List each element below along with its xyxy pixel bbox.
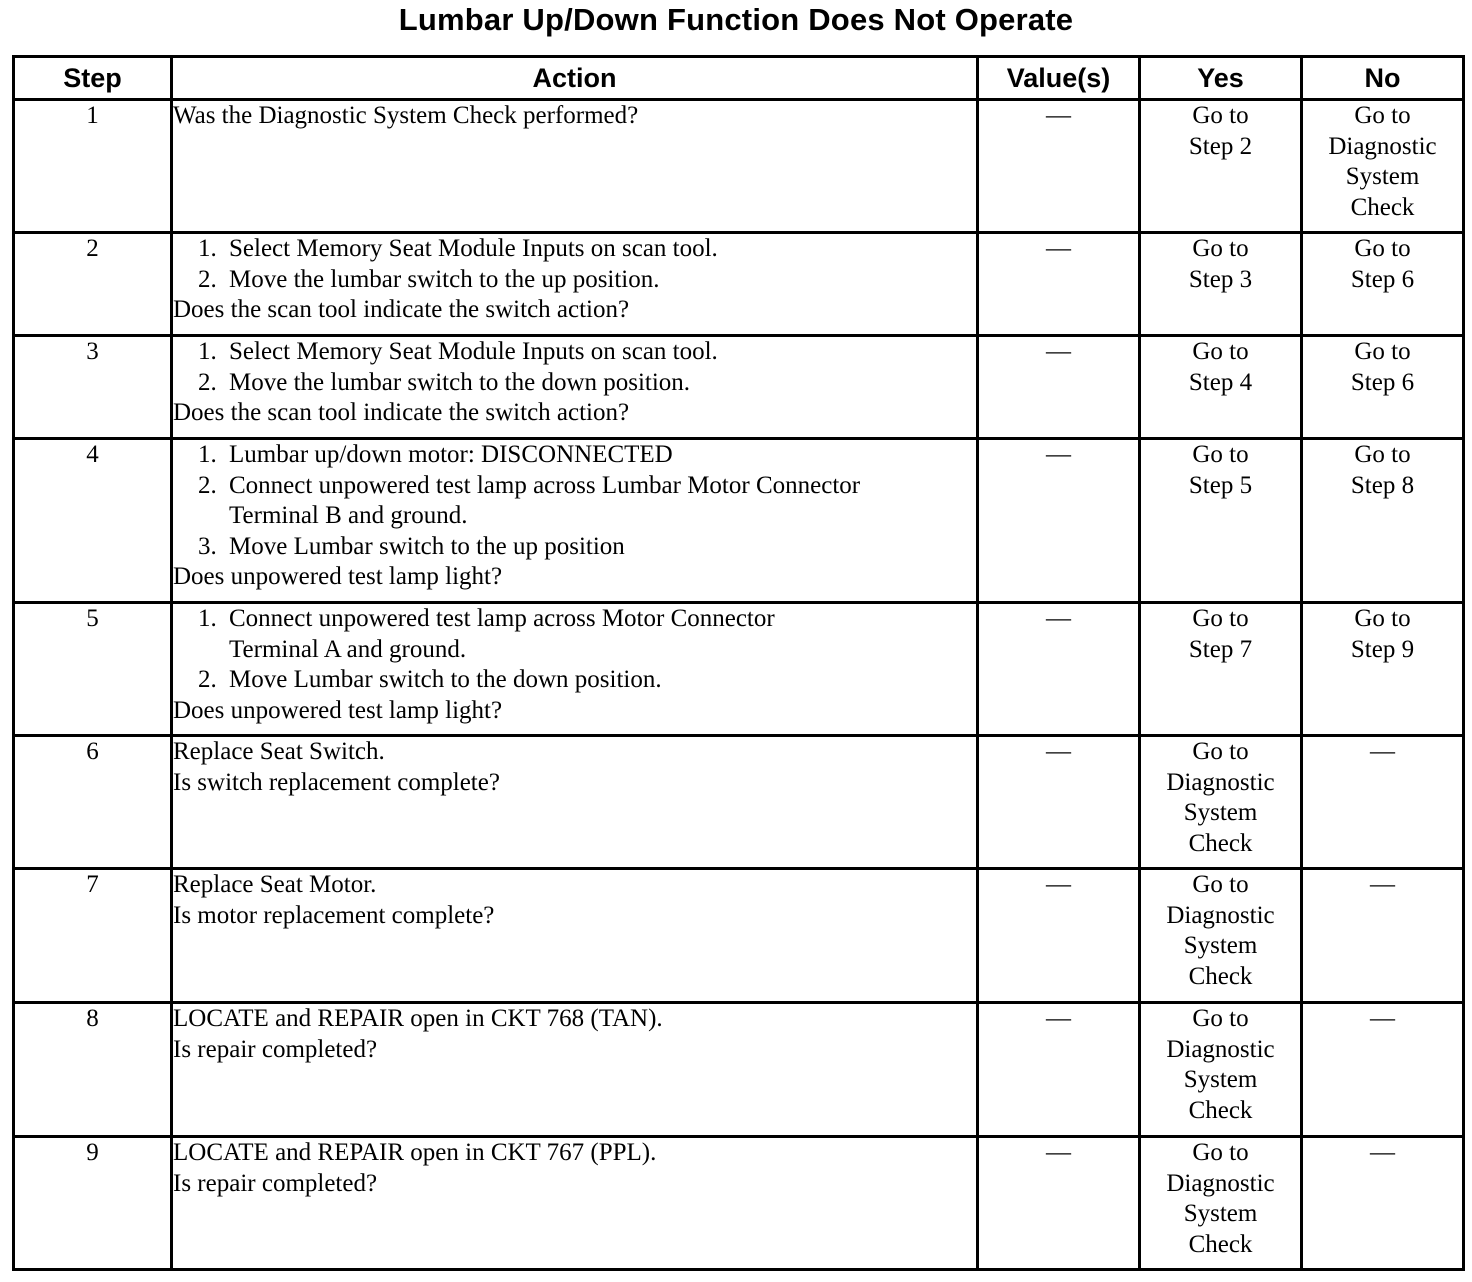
no-destination-line: Go to: [1354, 235, 1411, 262]
value-cell: —: [978, 603, 1140, 736]
yes-destination-line: Check: [1188, 829, 1253, 857]
action-step-item: [173, 604, 976, 665]
value-cell: —: [978, 233, 1140, 336]
table-body: [14, 100, 1464, 1270]
action-step-number: 1.: [198, 605, 217, 632]
action-line: Is repair completed?: [173, 1169, 378, 1197]
action-step-item: [173, 532, 976, 563]
yes-destination-line: Check: [1188, 1096, 1253, 1124]
no-destination-line: Step 8: [1350, 471, 1415, 499]
action-step-item: [173, 368, 976, 399]
no-destination-line: Go to: [1354, 338, 1411, 365]
action-step-item: [173, 440, 976, 471]
action-line: Replace Seat Switch.: [173, 738, 385, 765]
action-cell: [172, 736, 978, 869]
header-yes: Yes: [1140, 57, 1302, 100]
value-cell: —: [978, 869, 1140, 1003]
no-destination-line: —: [1370, 738, 1395, 765]
action-step-text: Select Memory Seat Module Inputs on scan tool.: [229, 338, 718, 365]
no-destination-line: System: [1345, 163, 1420, 191]
yes-destination-line: Diagnostic: [1166, 901, 1275, 929]
action-cell: [172, 100, 978, 233]
yes-destination-line: Go to: [1192, 1139, 1249, 1166]
yes-destination-line: Diagnostic: [1166, 768, 1275, 796]
yes-destination-line: Go to: [1192, 1005, 1249, 1032]
action-step-number: 1.: [198, 235, 217, 262]
action-step-item: [173, 665, 976, 696]
table-row: [14, 603, 1464, 736]
yes-cell: [1140, 439, 1302, 603]
action-question: Does unpowered test lamp light?: [173, 563, 503, 591]
header-step: Step: [14, 57, 172, 100]
page-title: Lumbar Up/Down Function Does Not Operate: [398, 2, 1074, 37]
action-step-continuation: Terminal A and ground.: [229, 635, 467, 663]
action-cell: [172, 603, 978, 736]
value-cell: —: [978, 736, 1140, 869]
yes-destination-line: System: [1183, 932, 1258, 960]
action-question: Does unpowered test lamp light?: [173, 696, 503, 724]
yes-destination-line: Go to: [1192, 102, 1249, 129]
action-line: Is repair completed?: [173, 1035, 378, 1063]
yes-cell: [1140, 1137, 1302, 1270]
yes-destination-line: Go to: [1192, 605, 1249, 632]
yes-destination-line: Go to: [1192, 871, 1249, 898]
yes-cell: [1140, 233, 1302, 336]
action-step-item: [173, 337, 976, 368]
yes-cell: [1140, 336, 1302, 439]
action-step-item: [173, 265, 976, 296]
yes-destination-line: Check: [1188, 962, 1253, 990]
no-destination-line: —: [1370, 871, 1395, 898]
yes-destination-line: System: [1183, 1066, 1258, 1094]
action-step-text: Connect unpowered test lamp across Motor Connector: [229, 605, 775, 632]
yes-destination-line: Check: [1188, 1230, 1253, 1258]
table-row: [14, 1137, 1464, 1270]
value-cell: —: [978, 439, 1140, 603]
step-number: 4: [14, 439, 172, 603]
no-destination-line: —: [1370, 1005, 1395, 1032]
yes-destination-line: Diagnostic: [1166, 1169, 1275, 1197]
action-step-text: Move the lumbar switch to the down position.: [229, 368, 691, 396]
yes-destination-line: Go to: [1192, 235, 1249, 262]
action-cell: [172, 233, 978, 336]
yes-destination-line: Go to: [1192, 738, 1249, 765]
table-row: [14, 1003, 1464, 1137]
no-cell: [1302, 439, 1464, 603]
table-header-row: [14, 57, 1464, 100]
no-destination-line: Step 9: [1350, 635, 1415, 663]
action-cell: [172, 869, 978, 1003]
action-line: LOCATE and REPAIR open in CKT 767 (PPL).: [173, 1139, 657, 1166]
action-step-number: 2.: [198, 471, 217, 499]
no-destination-line: Go to: [1354, 102, 1411, 129]
no-cell: [1302, 1003, 1464, 1137]
step-number: 6: [14, 736, 172, 869]
no-cell: [1302, 736, 1464, 869]
yes-destination-line: Step 5: [1188, 471, 1253, 499]
table-row: [14, 233, 1464, 336]
no-destination-line: Go to: [1354, 605, 1411, 632]
no-cell: [1302, 869, 1464, 1003]
no-cell: [1302, 603, 1464, 736]
no-destination-line: —: [1370, 1139, 1395, 1166]
yes-cell: [1140, 736, 1302, 869]
yes-destination-line: Step 4: [1188, 368, 1253, 396]
step-number: 7: [14, 869, 172, 1003]
step-number: 8: [14, 1003, 172, 1137]
action-step-number: 2.: [198, 265, 217, 293]
step-number: 1: [14, 100, 172, 233]
no-cell: [1302, 336, 1464, 439]
action-step-text: Select Memory Seat Module Inputs on scan tool.: [229, 235, 718, 262]
action-cell: [172, 1137, 978, 1270]
yes-destination-line: System: [1183, 1200, 1258, 1228]
yes-cell: [1140, 603, 1302, 736]
action-step-text: Lumbar up/down motor: DISCONNECTED: [229, 441, 673, 468]
yes-destination-line: Diagnostic: [1166, 1035, 1275, 1063]
header-no: No: [1302, 57, 1464, 100]
action-line: Is switch replacement complete?: [173, 768, 500, 796]
action-step-item: [173, 471, 976, 532]
table-row: [14, 336, 1464, 439]
yes-cell: [1140, 100, 1302, 233]
table-row: [14, 736, 1464, 869]
no-destination-line: Go to: [1354, 441, 1411, 468]
yes-destination-line: Step 7: [1188, 635, 1253, 663]
no-cell: [1302, 100, 1464, 233]
action-step-number: 2.: [198, 368, 217, 396]
step-number: 9: [14, 1137, 172, 1270]
action-question: Does the scan tool indicate the switch action?: [173, 399, 630, 427]
action-line: Is motor replacement complete?: [173, 901, 495, 929]
no-destination-line: Step 6: [1350, 368, 1415, 396]
table-row: [14, 439, 1464, 603]
yes-cell: [1140, 869, 1302, 1003]
table-row: [14, 869, 1464, 1003]
no-cell: [1302, 233, 1464, 336]
step-number: 5: [14, 603, 172, 736]
diagnostic-table: [12, 55, 1465, 1271]
action-step-number: 1.: [198, 338, 217, 365]
action-step-item: [173, 234, 976, 265]
action-cell: [172, 1003, 978, 1137]
no-cell: [1302, 1137, 1464, 1270]
no-destination-line: Check: [1350, 193, 1415, 221]
action-cell: [172, 439, 978, 603]
action-step-text: Move Lumbar switch to the up position: [229, 532, 625, 560]
action-step-number: 1.: [198, 441, 217, 468]
yes-destination-line: Step 3: [1188, 265, 1253, 293]
action-cell: [172, 336, 978, 439]
value-cell: —: [978, 1137, 1140, 1270]
action-step-number: 3.: [198, 532, 217, 560]
table-row: [14, 100, 1464, 233]
yes-destination-line: Go to: [1192, 441, 1249, 468]
action-step-number: 2.: [198, 666, 217, 694]
value-cell: —: [978, 1003, 1140, 1137]
action-line: Replace Seat Motor.: [173, 871, 377, 898]
action-step-continuation: Terminal B and ground.: [229, 502, 468, 530]
action-step-text: Move the lumbar switch to the up position.: [229, 265, 660, 293]
yes-destination-line: Go to: [1192, 338, 1249, 365]
header-values: Value(s): [978, 57, 1140, 100]
value-cell: —: [978, 336, 1140, 439]
yes-cell: [1140, 1003, 1302, 1137]
step-number: 2: [14, 233, 172, 336]
header-action: Action: [172, 57, 978, 100]
no-destination-line: Step 6: [1350, 265, 1415, 293]
action-line: Was the Diagnostic System Check performed?: [173, 102, 639, 129]
yes-destination-line: Step 2: [1188, 132, 1253, 160]
action-question: Does the scan tool indicate the switch action?: [173, 296, 630, 324]
value-cell: —: [978, 100, 1140, 233]
action-step-text: Connect unpowered test lamp across Lumbar Motor Connector: [229, 471, 861, 499]
no-destination-line: Diagnostic: [1328, 132, 1437, 160]
action-step-text: Move Lumbar switch to the down position.: [229, 666, 662, 694]
step-number: 3: [14, 336, 172, 439]
yes-destination-line: System: [1183, 799, 1258, 827]
action-line: LOCATE and REPAIR open in CKT 768 (TAN).: [173, 1005, 663, 1032]
